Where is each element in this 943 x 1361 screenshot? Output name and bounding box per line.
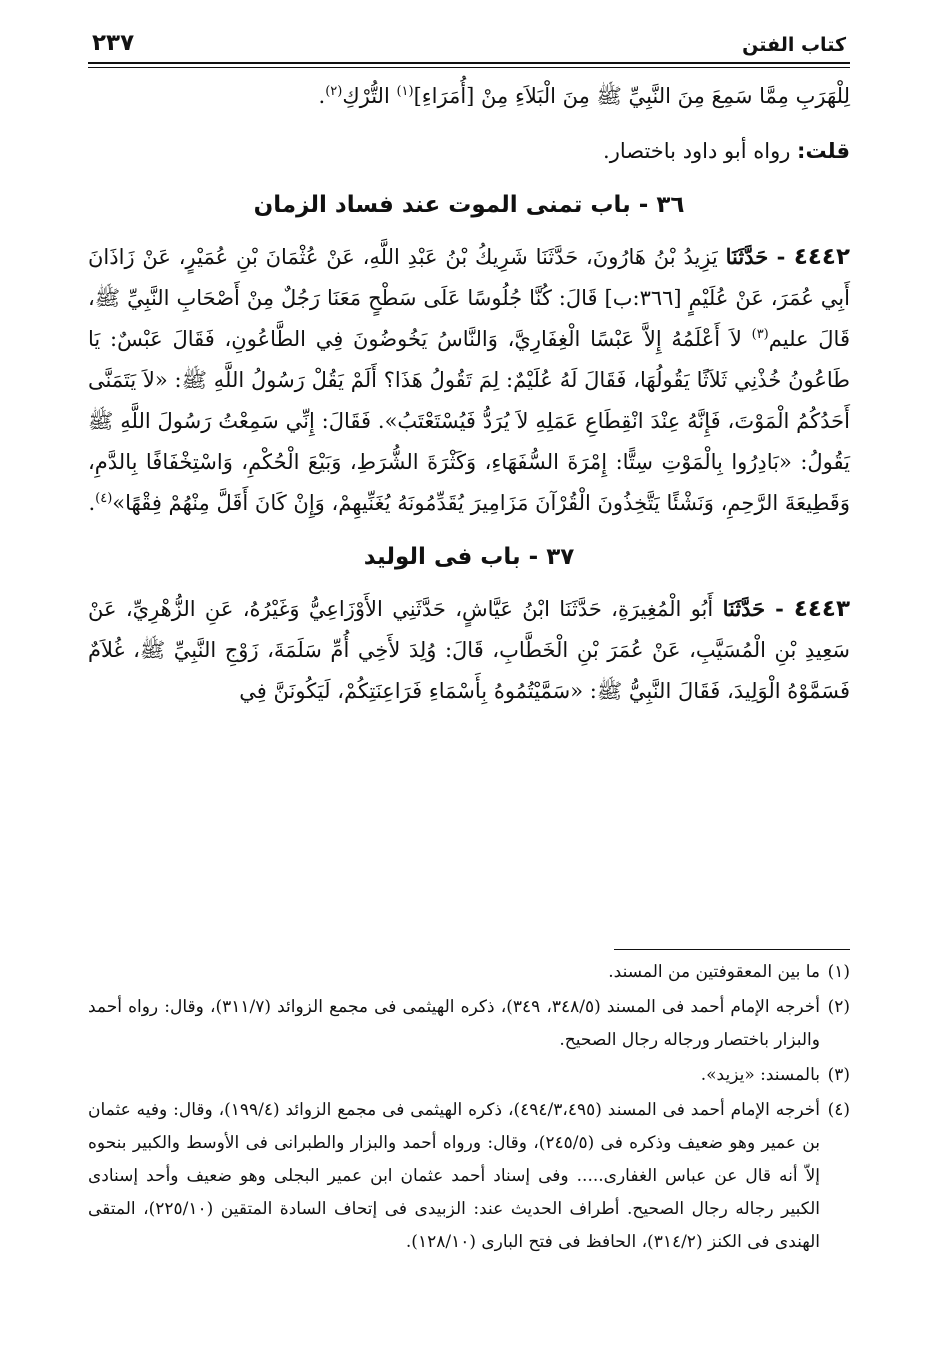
section-36-title: ٣٦ - باب تمنى الموت عند فساد الزمان: [253, 192, 685, 218]
page-header: [88, 18, 850, 56]
footnotes: [88, 956, 850, 1261]
section-37-title: ٣٧ - باب فى الوليد: [363, 544, 575, 570]
author-comment: قلت: رواه أبو داود باختصار.: [603, 139, 850, 163]
page-number: ٢٣٧: [92, 30, 135, 56]
footnote-4: (٤)أخرجه الإمام أحمد فى المسند (٤٩٤/٣،٤٩٥)، ذكره الهيثمى فى مجمع الزوائد (١٩٩/٤)، وقال: وفيه عثمان بن عمير وهو ضعيف وذكره فى (٢٤٥/٥)، وقال: ورواه أحمد والبزار والطبرانى فى الأوسط والكبير بنحوه إلاّ أنه قال عن عباس الغفارى..... وفى إسناد أحمد عثمان ابن عمير البجلى وهو ضعيف وأحد إسنادى الكبير رجاله رجال الصحيح. أطراف الحديث عند: الزبيدى فى إتحاف السادة المتقين (٢٢٥/١٠)، المتقى الهندى فى الكنز (٣١٤/٢)، الحافظ فى فتح البارى (١٢٨/١٠).: [88, 1100, 850, 1252]
comment-label: قلت:: [797, 139, 850, 163]
footnote-1: (١)ما بين المعقوفتين من المسند.: [608, 962, 850, 982]
header-rule-thick: [88, 62, 850, 64]
header-rule-thin: [88, 67, 850, 68]
hadith-4442: ٤٤٤٢ - حَدَّثَنَا يَزِيدُ بْنُ هَارُونَ، حَدَّثَنَا شَرِيكُ بْنُ عَبْدِ اللَّهِ، عَنْ عُثْمَانَ بْنِ عُمَيْرٍ، عَنْ زَاذَانَ أَبِي عُمَرَ، عَنْ عُلَيْمٍ [٣٦٦:ب] قَالَ: كُنَّا جُلُوسًا عَلَى سَطْحٍ مَعَنَا رَجُلٌ مِنْ أَصْحَابِ النَّبِيِّ ﷺ، قَالَ عليم$^{(٣)}$ لاَ أَعْلَمُهُ إِلاَّ عَبْسًا الْغِفَارِيَّ، وَالنَّاسُ يَخُوضُونَ فِي الطَّاعُونِ، فَقَالَ عَبْسٌ: يَا طَاعُونُ خُذْنِي ثَلاَثًا يَقُولُهَا، فَقَالَ لَهُ عُلَيْمٌ: لِمَ تَقُولُ هَذَا؟ أَلَمْ يَقُلْ رَسُولُ اللَّهِ ﷺ: «لاَ يَتَمَنَّى أَحَدُكُمُ الْمَوْتَ، فَإِنَّهُ عِنْدَ انْقِطَاعِ عَمَلِهِ لاَ يُرَدُّ فَيُسْتَعْتَبُ». فَقَالَ: إِنِّي سَمِعْتُ رَسُولَ اللَّهِ ﷺ يَقُولُ: «بَادِرُوا بِالْمَوْتِ سِتًّا: إِمْرَةَ السُّفَهَاءِ، وَكَثْرَةَ الشُّرَطِ، وَبَيْعَ الْحُكْمِ، وَاسْتِخْفَافًا بِالدَّمِ، وَقَطِيعَةَ الرَّحِمِ، وَنَشْئًا يَتَّخِذُونَ الْقُرْآنَ مَزَامِيرَ يُقَدِّمُونَهُ يُغَنِّيهِمْ، وَإِنْ كَانَ أَقَلَّ مِنْهُمْ فِقْهًا»$^{(٤)}$.: [88, 244, 850, 515]
footnote-ref-4: (٤): [95, 491, 113, 506]
main-text: [88, 76, 850, 712]
footnote-separator: [614, 949, 850, 950]
footnote-3: (٣)بالمسند: «يزيد».: [700, 1065, 850, 1085]
footnote-ref-3: (٣): [751, 327, 769, 342]
footnote-ref-1: (١): [396, 84, 414, 99]
footnote-ref-2: (٢): [325, 84, 343, 99]
running-title: كتاب الفتن: [742, 34, 846, 56]
continuation-paragraph: لِلْهَرَبِ مِمَّا سَمِعَ مِنَ النَّبِيِّ ﷺ مِنَ الْبَلاَءِ مِنْ [أُمَرَاءِ]$^{(١)}$ التُّرْكِ$^{(٢)}$.: [318, 84, 850, 108]
hadith-4443: ٤٤٤٣ - حَدَّثَنَا أَبُو الْمُغِيرَةِ، حَدَّثَنَا ابْنُ عَيَّاشٍ، حَدَّثَنِي الأَوْزَاعِيُّ وَغَيْرُهُ، عَنِ الزُّهْرِيِّ، عَنْ سَعِيدِ بْنِ الْمُسَيَّبِ، عَنْ عُمَرَ بْنِ الْخَطَّابِ، قَالَ: وُلِدَ لأَخِي أُمِّ سَلَمَةَ، زَوْجِ النَّبِيِّ ﷺ، غُلاَمٌ فَسَمَّوْهُ الْوَلِيدَ، فَقَالَ النَّبِيُّ ﷺ: «سَمَّيْتُمُوهُ بِأَسْمَاءِ فَرَاعِنَتِكُمْ، لَيَكُونَنَّ فِي: [88, 596, 850, 703]
book-page: [88, 18, 850, 1338]
footnote-2: (٢)أخرجه الإمام أحمد فى المسند (٣٤٨/٥، ٣٤٩)، ذكره الهيثمى فى مجمع الزوائد (٣١١/٧)، وقال: رواه أحمد والبزار باختصار ورجاله رجال الصحيح.: [88, 997, 850, 1050]
hadith-number: ٤٤٤٢: [793, 244, 850, 270]
hadith-number: ٤٤٤٣: [793, 596, 850, 622]
